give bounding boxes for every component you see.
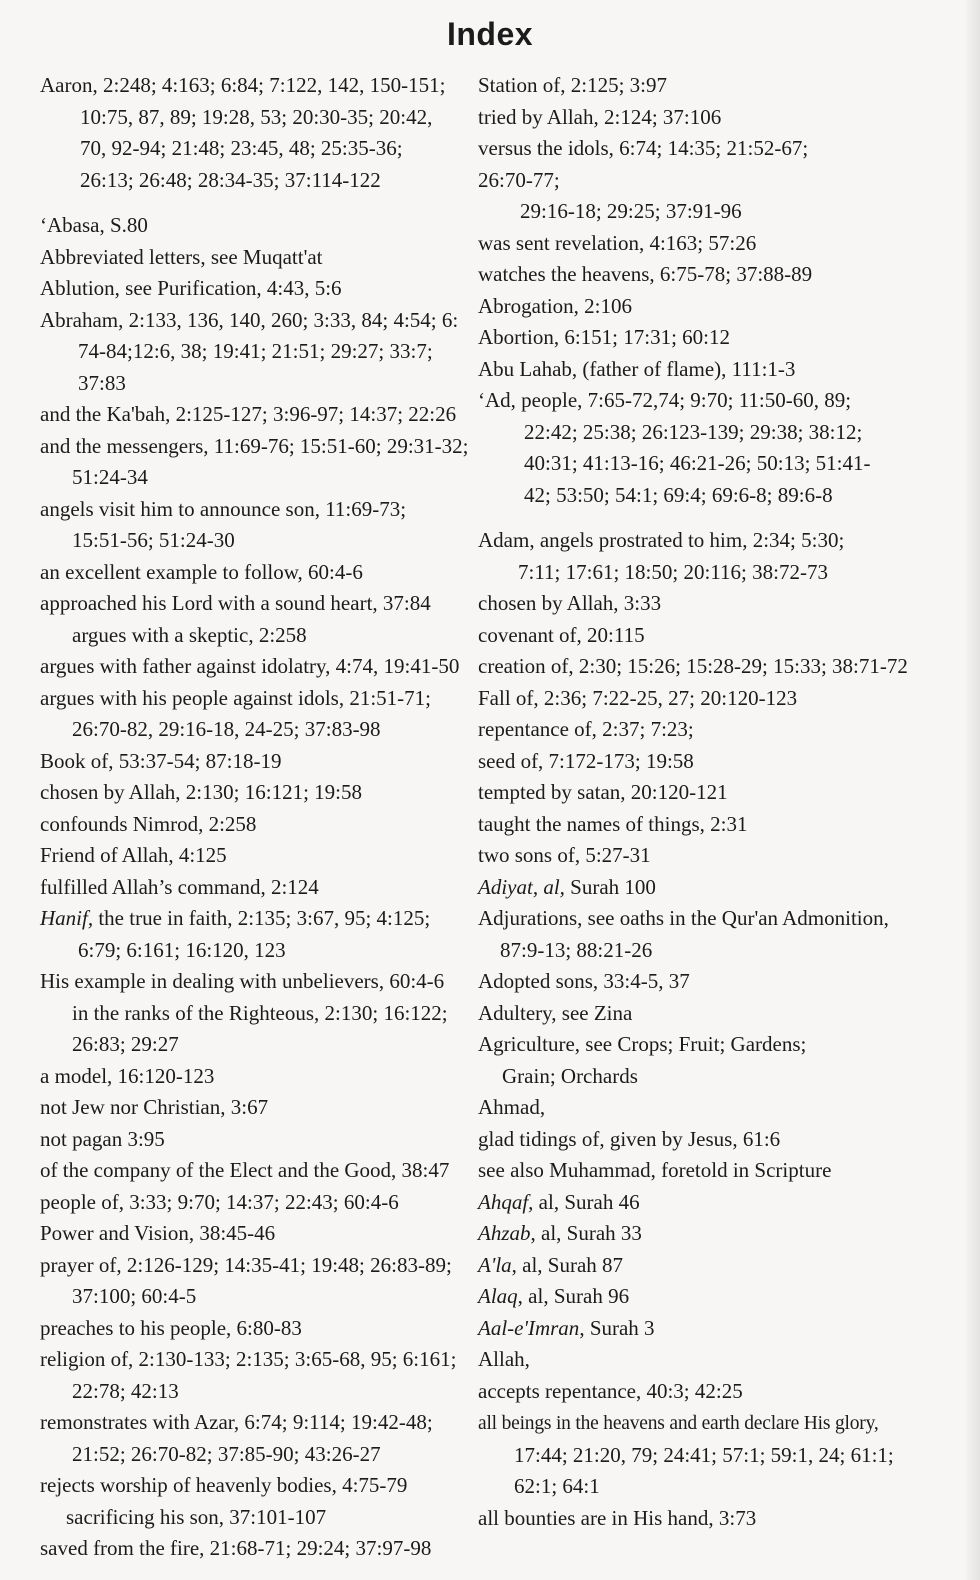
entry-ranks-righteous: in the ranks of the Righteous, 2:130; 16:122; 26:83; 29:27	[72, 1000, 448, 1056]
index-column-left	[40, 70, 480, 1565]
entry-fulfilled-command: fulfilled Allah’s command, 2:124	[40, 874, 319, 899]
entry-ablution: Ablution, see Purification, 4:43, 5:6	[40, 276, 342, 300]
entry-fall: Fall of, 2:36; 7:22-25, 27; 20:120-123	[478, 685, 798, 710]
entry-sent-revelation: was sent revelation, 4:163; 57:26	[478, 230, 757, 255]
entry-skeptic: argues with a skeptic, 2:258	[72, 622, 307, 647]
entry-aal-e-imran: Aal-e'Imran, Surah 3	[478, 1315, 655, 1340]
entry-argues-father: argues with father against idolatry, 4:74, 19:41-50	[40, 654, 460, 678]
entry-power-vision: Power and Vision, 38:45-46	[40, 1221, 276, 1245]
entry-allah: Allah,	[478, 1347, 530, 1371]
entry-ahmad: Ahmad,	[478, 1095, 546, 1119]
entry-ahqaf: Ahqaf, al, Surah 46	[478, 1189, 640, 1214]
entry-friend: Friend of Allah, 4:125	[40, 843, 227, 867]
entry-adam: Adam, angels prostrated to him, 2:34; 5:30; 7:11; 17:61; 18:50; 20:116; 38:72-73	[478, 528, 845, 584]
entry-example-unbelievers: His example in dealing with unbelievers, 60:4-6	[40, 969, 445, 993]
entry-abraham: Abraham, 2:133, 136, 140, 260; 3:33, 84; 4:54; 6: 74-84;12:6, 38; 19:41; 21:51; 29:27; 33:7; 37:83	[40, 307, 459, 395]
entry-saved-fire: saved from the fire, 21:68-71; 29:24; 37:97-98	[40, 1536, 432, 1560]
entry-versus-idols: versus the idols, 6:74; 14:35; 21:52-67; 26:70-77; 29:16-18; 29:25; 37:91-96	[478, 136, 809, 223]
entry-tempted: tempted by satan, 20:120-121	[478, 780, 728, 804]
entry-declare-glory: all beings in the heavens and earth declare His glory, 17:44; 21:20, 79; 24:41; 57:1; 59:1, 24; 61:1; 62:1; 64:1	[478, 1413, 894, 1498]
entry-messengers: and the messengers, 11:69-76; 15:51-60; 29:31-32; 51:24-34	[40, 433, 469, 489]
entry-hanif: Hanif, the true in faith, 2:135; 3:67, 95; 4:125; 6:79; 6:161; 16:120, 123	[40, 906, 431, 962]
entry-sound-heart: approached his Lord with a sound heart, 37:84	[40, 591, 431, 615]
page-title: Index	[446, 16, 534, 52]
entry-adultery: Adultery, see Zina	[478, 1000, 633, 1025]
entry-watches-heavens: watches the heavens, 6:75-78; 37:88-89	[478, 262, 813, 286]
entry-two-sons: two sons of, 5:27-31	[478, 843, 651, 867]
entry-people-of: people of, 3:33; 9:70; 14:37; 22:43; 60:4-6	[40, 1189, 399, 1214]
index-column-right	[478, 70, 918, 1534]
entry-bounties: all bounties are in His hand, 3:73	[478, 1505, 757, 1530]
entry-prayer-of: prayer of, 2:126-129; 14:35-41; 19:48; 26:83-89; 37:100; 60:4-5	[40, 1252, 452, 1308]
entry-company-elect: of the company of the Elect and the Good, 38:47	[40, 1158, 450, 1182]
entry-preaches: preaches to his people, 6:80-83	[40, 1315, 302, 1340]
entry-not-jew: not Jew nor Christian, 3:67	[40, 1095, 269, 1119]
entry-glad-tidings: glad tidings of, given by Jesus, 61:6	[478, 1126, 781, 1151]
entry-ala: A'la, al, Surah 87	[478, 1252, 624, 1277]
entry-covenant: covenant of, 20:115	[478, 622, 645, 647]
entry-adiyat: Adiyat, al, Surah 100	[478, 874, 656, 899]
entry-not-pagan: not pagan 3:95	[40, 1126, 165, 1151]
entry-excellent-example: an excellent example to follow, 60:4-6	[40, 559, 363, 584]
entry-heavenly-bodies: rejects worship of heavenly bodies, 4:75-79	[40, 1473, 408, 1497]
entry-abrogation: Abrogation, 2:106	[478, 293, 632, 318]
entry-argues-people: argues with his people against idols, 21:51-71; 26:70-82, 29:16-18, 24-25; 37:83-98	[40, 685, 431, 741]
entry-ad-people: ‘Ad, people, 7:65-72,74; 9:70; 11:50-60, 89; 22:42; 25:38; 26:123-139; 29:38; 38:12; 40:31; 41:13-16; 46:21-26; 50:13; 51:41- 42; 53:50; 54:1; 69:4; 69:6-8; 89:6-8	[478, 388, 871, 507]
entry-accepts-repentance: accepts repentance, 40:3; 42:25	[478, 1378, 743, 1403]
entry-book-of: Book of, 53:37-54; 87:18-19	[40, 748, 282, 773]
entry-alaq: Alaq, al, Surah 96	[478, 1284, 630, 1308]
entry-model: a model, 16:120-123	[40, 1063, 215, 1088]
entry-adam-chosen: chosen by Allah, 3:33	[478, 591, 662, 615]
entry-abu-lahab: Abu Lahab, (father of flame), 111:1-3	[478, 356, 796, 381]
entry-creation: creation of, 2:30; 15:26; 15:28-29; 15:33; 38:71-72	[478, 654, 908, 678]
entry-tried-by-allah: tried by Allah, 2:124; 37:106	[478, 104, 722, 129]
entry-aaron: Aaron, 2:248; 4:163; 6:84; 7:122, 142, 150-151; 10:75, 87, 89; 19:28, 53; 20:30-35; 20:42, 70, 92-94; 21:48; 23:45, 48; 25:35-36; 26:13; 26:48; 28:34-35; 37:114-122	[40, 73, 446, 192]
entry-ahzab: Ahzab, al, Surah 33	[478, 1221, 642, 1245]
entry-station-of: Station of, 2:125; 3:97	[478, 73, 667, 97]
entry-taught-names: taught the names of things, 2:31	[478, 811, 748, 836]
entry-adopted-sons: Adopted sons, 33:4-5, 37	[478, 969, 690, 993]
entry-angels-visit: angels visit him to announce son, 11:69-73; 15:51-56; 51:24-30	[40, 496, 407, 552]
entry-see-muhammad: see also Muhammad, foretold in Scripture	[478, 1158, 832, 1182]
entry-sacrificing-son: sacrificing his son, 37:101-107	[66, 1504, 327, 1529]
entry-remonstrates-azar: remonstrates with Azar, 6:74; 9:114; 19:42-48; 21:52; 26:70-82; 37:85-90; 43:26-27	[40, 1410, 433, 1466]
page-edge-shadow	[966, 0, 980, 1580]
entry-abortion: Abortion, 6:151; 17:31; 60:12	[478, 325, 730, 349]
entry-agriculture: Agriculture, see Crops; Fruit; Gardens; Grain; Orchards	[478, 1032, 807, 1088]
entry-nimrod: confounds Nimrod, 2:258	[40, 811, 257, 836]
entry-religion-of: religion of, 2:130-133; 2:135; 3:65-68, 95; 6:161; 22:78; 42:13	[40, 1347, 457, 1403]
entry-adjurations: Adjurations, see oaths in the Qur'an Admonition, 87:9-13; 88:21-26	[478, 906, 889, 962]
entry-seed: seed of, 7:172-173; 19:58	[478, 748, 694, 773]
entry-abasa: ‘Abasa, S.80	[40, 213, 148, 237]
entry-repentance: repentance of, 2:37; 7:23;	[478, 717, 694, 741]
entry-abbreviated-letters: Abbreviated letters, see Muqatt'at	[40, 244, 323, 269]
entry-chosen: chosen by Allah, 2:130; 16:121; 19:58	[40, 780, 362, 804]
entry-kabah: and the Ka'bah, 2:125-127; 3:96-97; 14:37; 22:26	[40, 402, 457, 426]
